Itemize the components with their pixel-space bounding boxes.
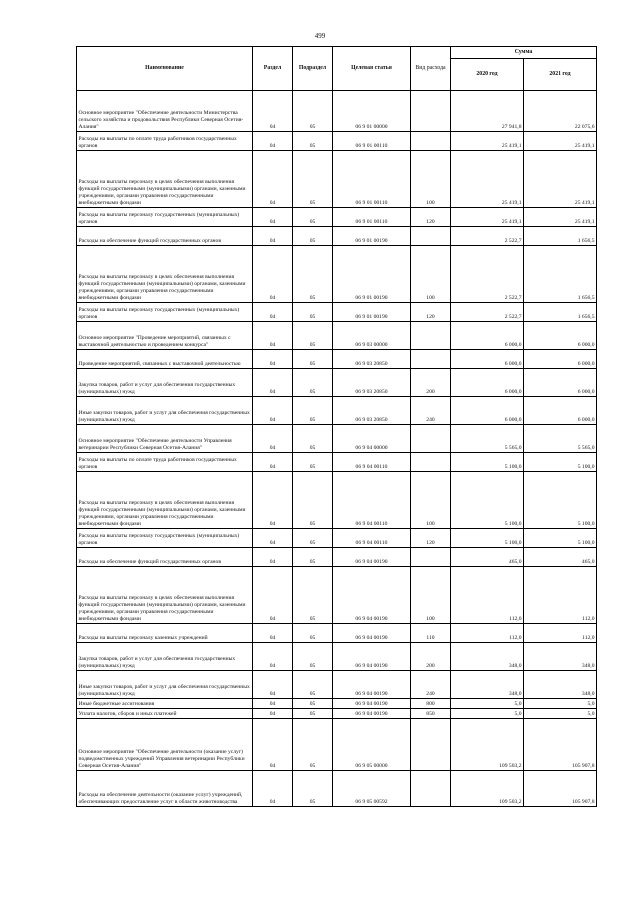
table-body [77,91,597,807]
row-2021: 105 907,8 [524,719,597,771]
row-target: 06 9 04 00190 [333,709,411,719]
row-podrazdel: 05 [293,350,333,369]
row-podrazdel: 05 [293,425,333,453]
row-target: 06 9 04 00190 [333,548,411,567]
row-2021: 6 000,0 [524,397,597,425]
row-vid: 100 [411,567,451,624]
row-2021: 1 656,5 [524,303,597,322]
row-2021: 5 100,0 [524,529,597,548]
table-row [77,548,597,567]
table-row [77,303,597,322]
row-2021: 25 419,1 [524,132,597,151]
row-podrazdel: 05 [293,567,333,624]
row-2021: 348,0 [524,671,597,699]
header-sum: Сумма [451,47,597,59]
row-name: Основное мероприятие "Обеспечение деятельности (оказание услуг) подведомственных учреждений Управления ветеринарии Республики Северная Осетия-Алания" [77,719,253,771]
row-razdel: 04 [253,303,293,322]
row-2021: 22 075,6 [524,91,597,132]
row-podrazdel: 05 [293,397,333,425]
row-2021: 348,0 [524,643,597,671]
row-2021: 465,0 [524,548,597,567]
table-row [77,91,597,132]
table-row [77,771,597,807]
row-vid: 240 [411,397,451,425]
row-podrazdel: 05 [293,624,333,643]
row-target: 06 9 03 20850 [333,397,411,425]
row-podrazdel: 05 [293,643,333,671]
row-podrazdel: 05 [293,771,333,807]
row-target: 06 9 04 00190 [333,624,411,643]
row-razdel: 04 [253,699,293,709]
row-2020: 465,0 [451,548,524,567]
row-2020: 348,0 [451,671,524,699]
row-target: 06 9 04 00190 [333,567,411,624]
row-2021: 112,0 [524,567,597,624]
row-target: 06 9 01 00110 [333,151,411,208]
header-podrazdel: Подраздел [293,47,333,91]
row-2020: 25 419,1 [451,208,524,227]
row-2020: 2 522,7 [451,227,524,246]
row-name: Иные бюджетные ассигнования [77,699,253,709]
row-name: Расходы на выплаты персоналу в целях обеспечения выполнения функций государственными (муниципальными) органами, казенными учреждениями, органами управления государственными внебюджетными фондами [77,567,253,624]
row-target: 06 9 03 20850 [333,369,411,397]
row-podrazdel: 05 [293,453,333,472]
header-target: Целевая статья [333,47,411,91]
row-2020: 25 419,1 [451,151,524,208]
header-name: Наименование [77,47,253,91]
row-name: Расходы на обеспечение деятельности (оказание услуг) учреждений, обеспечивающих предоставление услуг в области животноводства [77,771,253,807]
row-target: 06 9 04 00110 [333,472,411,529]
header-2020: 2020 год [451,59,524,91]
table-row [77,567,597,624]
row-target: 06 9 01 00110 [333,132,411,151]
row-name: Иные закупки товаров, работ и услуг для обеспечения государственных (муниципальных) нужд [77,671,253,699]
row-name: Расходы на выплаты персоналу государственных (муниципальных) органов [77,208,253,227]
row-2020: 27 941,8 [451,91,524,132]
row-vid: 100 [411,151,451,208]
row-podrazdel: 05 [293,91,333,132]
row-2020: 6 000,0 [451,369,524,397]
page-number: 499 [314,32,326,40]
row-podrazdel: 05 [293,208,333,227]
row-target: 06 9 04 00000 [333,425,411,453]
row-target: 06 9 04 00110 [333,453,411,472]
row-razdel: 04 [253,472,293,529]
row-2021: 6 000,0 [524,369,597,397]
row-vid: 200 [411,369,451,397]
row-2021: 1 656,5 [524,246,597,303]
row-target: 06 9 01 00110 [333,208,411,227]
row-name: Основное мероприятие "Обеспечение деятельности Министерства сельского хозяйства и продовольствия Республики Северная Осетия-Алания" [77,91,253,132]
row-target: 06 9 04 00110 [333,529,411,548]
row-2021: 5 100,0 [524,453,597,472]
row-name: Расходы на выплаты персоналу государственных (муниципальных) органов [77,303,253,322]
row-razdel: 04 [253,132,293,151]
table-row [77,322,597,350]
row-2020: 2 522,7 [451,303,524,322]
row-target: 06 9 03 00000 [333,322,411,350]
row-razdel: 04 [253,322,293,350]
row-2020: 112,0 [451,624,524,643]
row-2020: 6 000,0 [451,397,524,425]
table-row [77,369,597,397]
table-row [77,529,597,548]
row-target: 06 9 04 00190 [333,671,411,699]
row-name: Иные закупки товаров, работ и услуг для обеспечения государственных (муниципальных) нужд [77,397,253,425]
row-razdel: 04 [253,643,293,671]
row-vid [411,132,451,151]
row-2021: 5 565,0 [524,425,597,453]
row-name: Основное мероприятие "Обеспечение деятельности Управления ветеринарии Республики Северная Осетия-Алания" [77,425,253,453]
row-target: 06 9 03 20850 [333,350,411,369]
row-razdel: 04 [253,709,293,719]
row-vid: 800 [411,699,451,709]
table-row [77,227,597,246]
row-podrazdel: 05 [293,719,333,771]
table-row [77,151,597,208]
row-razdel: 04 [253,397,293,425]
row-target: 06 9 05 00000 [333,719,411,771]
table-row [77,472,597,529]
row-razdel: 04 [253,671,293,699]
row-podrazdel: 05 [293,671,333,699]
header-2021: 2021 год [524,59,597,91]
row-name: Расходы на обеспечение функций государственных органов [77,548,253,567]
row-vid [411,91,451,132]
row-2020: 112,0 [451,567,524,624]
row-razdel: 04 [253,350,293,369]
row-target: 06 9 01 00190 [333,227,411,246]
table-row [77,425,597,453]
row-razdel: 04 [253,227,293,246]
row-target: 06 9 04 00190 [333,699,411,709]
row-name: Расходы на выплаты по оплате труда работников государственных органов [77,453,253,472]
row-2020: 109 503,2 [451,719,524,771]
row-razdel: 04 [253,771,293,807]
row-name: Расходы на выплаты персоналу казенных учреждений [77,624,253,643]
row-2020: 109 503,2 [451,771,524,807]
row-podrazdel: 05 [293,472,333,529]
header-razdel: Раздел [253,47,293,91]
row-2020: 5 100,0 [451,453,524,472]
row-2021: 25 419,1 [524,208,597,227]
row-2020: 5 100,0 [451,472,524,529]
table-row [77,709,597,719]
row-razdel: 04 [253,453,293,472]
row-vid: 200 [411,643,451,671]
table-row [77,719,597,771]
row-razdel: 04 [253,151,293,208]
row-vid [411,322,451,350]
row-target: 06 9 01 00190 [333,246,411,303]
row-2020: 5,0 [451,709,524,719]
row-vid [411,350,451,369]
row-2020: 2 522,7 [451,246,524,303]
row-target: 06 9 01 00000 [333,91,411,132]
row-podrazdel: 05 [293,322,333,350]
row-razdel: 04 [253,719,293,771]
row-razdel: 04 [253,548,293,567]
row-2021: 6 000,0 [524,350,597,369]
row-vid: 100 [411,246,451,303]
row-2021: 25 419,1 [524,151,597,208]
row-vid: 850 [411,709,451,719]
row-name: Расходы на выплаты персоналу в целях обеспечения выполнения функций государственными (муниципальными) органами, казенными учреждениями, органами управления государственными внебюджетными фондами [77,472,253,529]
table-row [77,132,597,151]
table-row [77,671,597,699]
row-podrazdel: 05 [293,369,333,397]
row-2020: 25 419,1 [451,132,524,151]
row-podrazdel: 05 [293,227,333,246]
table-row [77,350,597,369]
row-razdel: 04 [253,91,293,132]
row-razdel: 04 [253,246,293,303]
row-vid [411,453,451,472]
row-2021: 6 000,0 [524,322,597,350]
row-vid [411,227,451,246]
row-vid [411,771,451,807]
row-podrazdel: 05 [293,132,333,151]
row-podrazdel: 05 [293,303,333,322]
row-razdel: 04 [253,369,293,397]
row-vid: 120 [411,208,451,227]
row-name: Расходы на выплаты персоналу государственных (муниципальных) органов [77,529,253,548]
row-2021: 112,0 [524,624,597,643]
row-2021: 5,0 [524,699,597,709]
row-target: 06 9 01 00190 [333,303,411,322]
row-name: Проведение мероприятий, связанных с выставочной деятельностью [77,350,253,369]
row-2020: 6 000,0 [451,322,524,350]
row-podrazdel: 05 [293,246,333,303]
table-row [77,624,597,643]
row-razdel: 04 [253,624,293,643]
table-row [77,208,597,227]
row-razdel: 04 [253,208,293,227]
row-vid: 120 [411,303,451,322]
row-vid: 100 [411,472,451,529]
row-vid: 240 [411,671,451,699]
row-name: Закупка товаров, работ и услуг для обеспечения государственных (муниципальных) нужд [77,643,253,671]
row-vid: 120 [411,529,451,548]
row-2021: 5 100,0 [524,472,597,529]
row-podrazdel: 05 [293,709,333,719]
row-name: Расходы на выплаты по оплате труда работников государственных органов [77,132,253,151]
row-vid: 110 [411,624,451,643]
row-name: Расходы на выплаты персоналу в целях обеспечения выполнения функций государственными (муниципальными) органами, казенными учреждениями, органами управления государственными внебюджетными фондами [77,151,253,208]
row-2020: 6 000,0 [451,350,524,369]
row-podrazdel: 05 [293,548,333,567]
table-row [77,453,597,472]
row-name: Закупка товаров, работ и услуг для обеспечения государственных (муниципальных) нужд [77,369,253,397]
row-name: Основное мероприятие "Проведение мероприятий, связанных с выставочной деятельностью и проведением конкурса" [77,322,253,350]
row-vid [411,548,451,567]
table-row [77,246,597,303]
table-row [77,699,597,709]
row-2021: 105 907,8 [524,771,597,807]
table-row [77,397,597,425]
row-target: 06 9 04 00190 [333,643,411,671]
row-razdel: 04 [253,567,293,624]
row-2021: 1 656,5 [524,227,597,246]
row-2021: 5,0 [524,709,597,719]
row-podrazdel: 05 [293,529,333,548]
row-name: Расходы на обеспечение функций государственных органов [77,227,253,246]
row-name: Уплата налогов, сборов и иных платежей [77,709,253,719]
header-vid: Вид расхода [411,47,451,91]
row-razdel: 04 [253,425,293,453]
budget-table [76,46,597,807]
row-razdel: 04 [253,529,293,548]
row-2020: 5 100,0 [451,529,524,548]
row-name: Расходы на выплаты персоналу в целях обеспечения выполнения функций государственными (муниципальными) органами, казенными учреждениями, органами управления государственными внебюджетными фондами [77,246,253,303]
row-target: 06 9 05 00592 [333,771,411,807]
row-2020: 5,0 [451,699,524,709]
table-row [77,643,597,671]
row-2020: 5 565,0 [451,425,524,453]
row-vid [411,719,451,771]
row-2020: 348,0 [451,643,524,671]
row-podrazdel: 05 [293,699,333,709]
row-vid [411,425,451,453]
row-podrazdel: 05 [293,151,333,208]
